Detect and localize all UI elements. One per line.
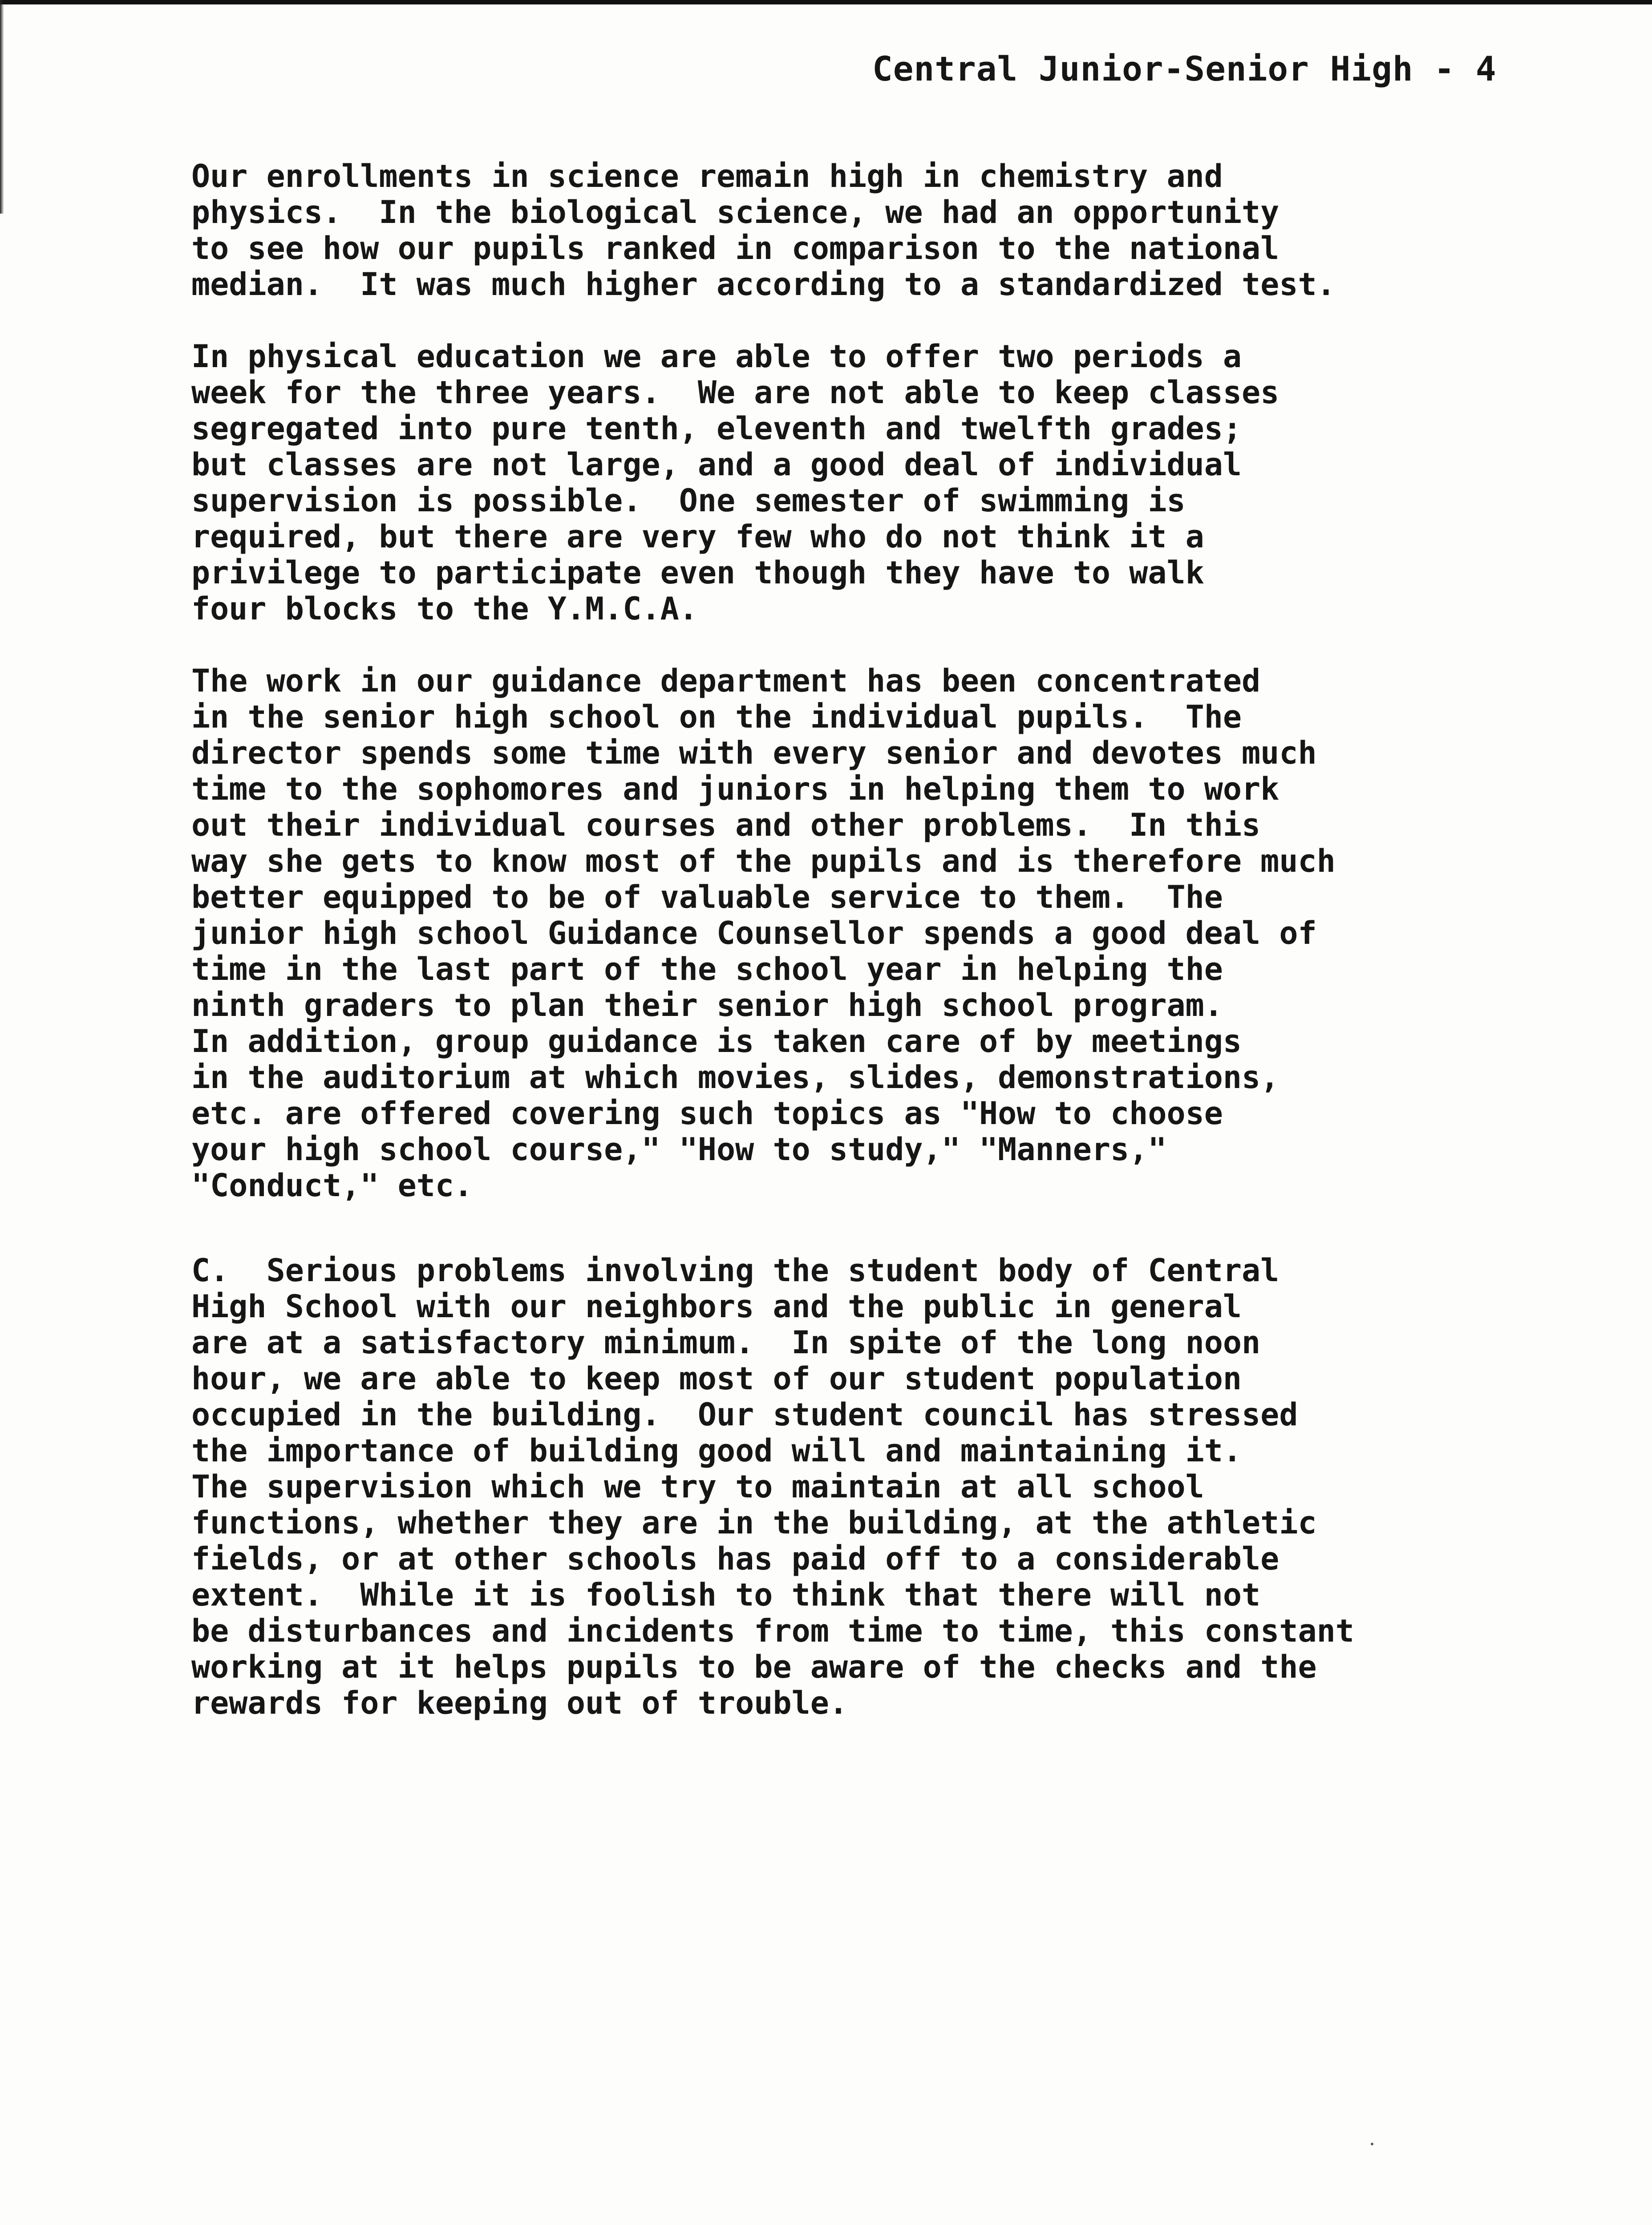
text-line: time to the sophomores and juniors in helping them to work bbox=[191, 771, 1279, 807]
text-line: hour, we are able to keep most of our student population bbox=[191, 1360, 1242, 1397]
text-line: junior high school Guidance Counsellor spends a good deal of bbox=[191, 915, 1317, 951]
text-line: time in the last part of the school year in helping the bbox=[191, 951, 1223, 987]
text-line: segregated into pure tenth, eleventh and twelfth grades; bbox=[191, 410, 1242, 447]
text-line: In physical education we are able to offer two periods a bbox=[191, 338, 1242, 375]
text-line: better equipped to be of valuable service to them. The bbox=[191, 879, 1223, 915]
text-line: way she gets to know most of the pupils and is therefore much bbox=[191, 843, 1336, 879]
text-line: out their individual courses and other problems. In this bbox=[191, 807, 1261, 843]
text-line: four blocks to the Y.M.C.A. bbox=[191, 591, 698, 627]
running-head: Central Junior-Senior High - 4 bbox=[872, 49, 1497, 89]
text-line: In addition, group guidance is taken care of by meetings bbox=[191, 1023, 1242, 1060]
text-line: in the senior high school on the individual pupils. The bbox=[191, 699, 1242, 735]
text-line: The work in our guidance department has been concentrated bbox=[191, 663, 1261, 699]
text-line: the importance of building good will and maintaining it. bbox=[191, 1432, 1242, 1469]
text-line: median. It was much higher according to a standardized test. bbox=[191, 266, 1336, 303]
text-line: High School with our neighbors and the public in general bbox=[191, 1288, 1242, 1325]
scan-edge-left bbox=[0, 0, 4, 214]
text-line: fields, or at other schools has paid off to a considerable bbox=[191, 1541, 1279, 1577]
scan-speck bbox=[1371, 2143, 1373, 2145]
text-line: occupied in the building. Our student council has stressed bbox=[191, 1396, 1298, 1433]
text-line: etc. are offered covering such topics as "How to choose bbox=[191, 1095, 1223, 1132]
text-line: rewards for keeping out of trouble. bbox=[191, 1685, 848, 1721]
text-line: "Conduct," etc. bbox=[191, 1167, 473, 1204]
paragraph-guidance bbox=[191, 663, 1575, 1204]
text-line: The supervision which we try to maintain at all school bbox=[191, 1468, 1204, 1505]
paragraph-student-body bbox=[191, 1253, 1575, 1721]
text-line: Our enrollments in science remain high in chemistry and bbox=[191, 158, 1223, 194]
text-line: functions, whether they are in the building, at the athletic bbox=[191, 1505, 1317, 1541]
text-line: C. Serious problems involving the student body of Central bbox=[191, 1252, 1279, 1289]
body-text bbox=[191, 158, 1575, 1757]
text-line: working at it helps pupils to be aware of the checks and the bbox=[191, 1649, 1317, 1685]
text-line: your high school course," "How to study," "Manners," bbox=[191, 1131, 1167, 1168]
text-line: supervision is possible. One semester of swimming is bbox=[191, 482, 1186, 519]
scan-edge-top bbox=[0, 0, 1652, 4]
paragraph-physical-education bbox=[191, 339, 1575, 627]
text-line: physics. In the biological science, we had an opportunity bbox=[191, 194, 1279, 231]
text-line: be disturbances and incidents from time to time, this constant bbox=[191, 1613, 1354, 1649]
text-line: week for the three years. We are not able to keep classes bbox=[191, 374, 1279, 411]
text-line: privilege to participate even though they have to walk bbox=[191, 554, 1204, 591]
text-line: ninth graders to plan their senior high school program. bbox=[191, 987, 1223, 1024]
text-line: director spends some time with every senior and devotes much bbox=[191, 735, 1317, 771]
text-line: are at a satisfactory minimum. In spite of the long noon bbox=[191, 1324, 1261, 1361]
paragraph-science bbox=[191, 158, 1575, 303]
text-line: to see how our pupils ranked in comparison to the national bbox=[191, 230, 1279, 267]
text-line: but classes are not large, and a good deal of individual bbox=[191, 446, 1242, 483]
text-line: in the auditorium at which movies, slides, demonstrations, bbox=[191, 1059, 1279, 1096]
text-line: required, but there are very few who do not think it a bbox=[191, 518, 1204, 555]
text-line: extent. While it is foolish to think that there will not bbox=[191, 1577, 1261, 1613]
